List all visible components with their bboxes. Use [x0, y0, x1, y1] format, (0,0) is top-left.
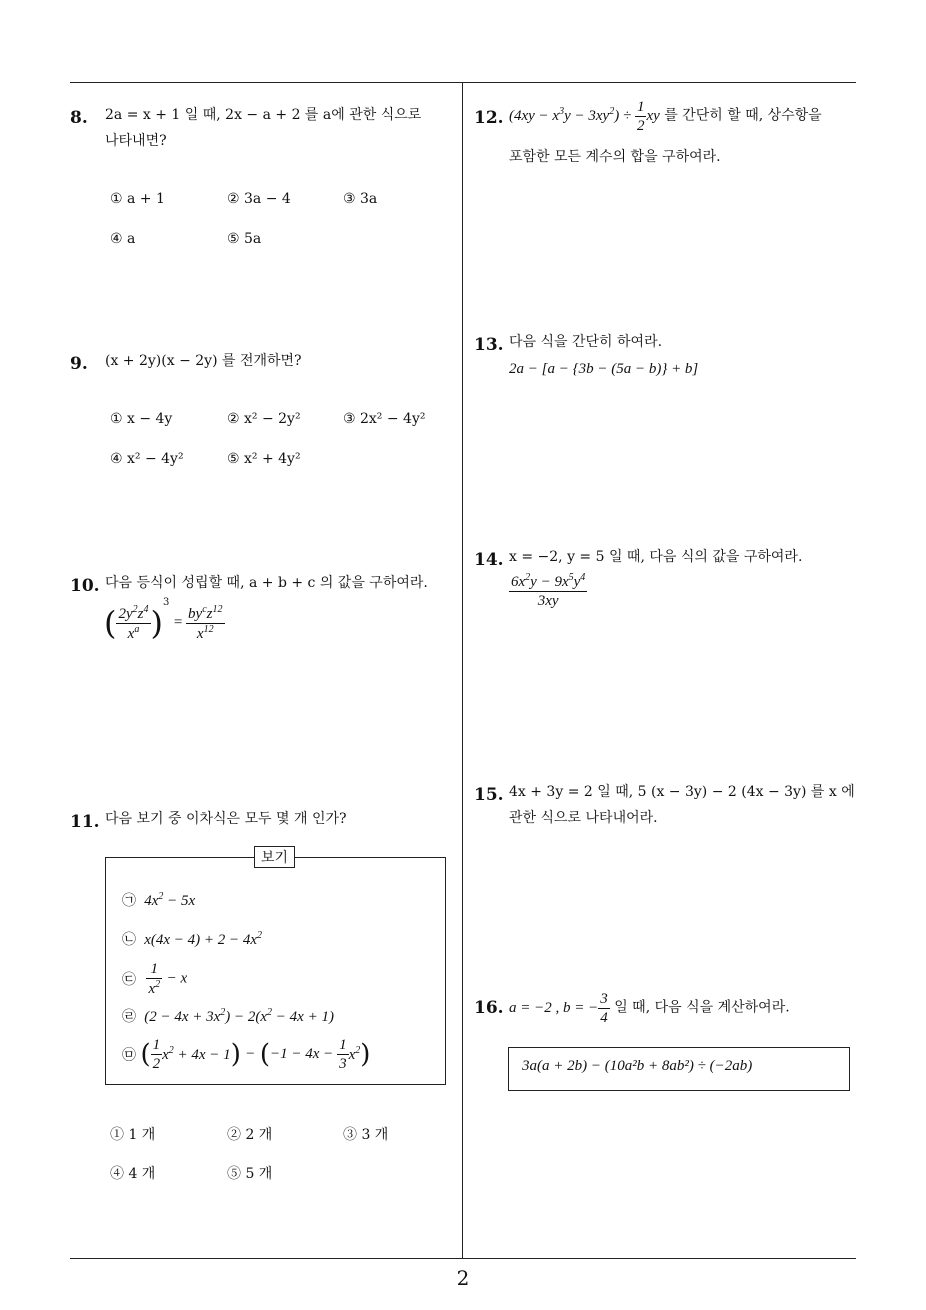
question-number: 13.: [474, 335, 504, 355]
equation: ( $\frac{2y^2z^4}{x^a}$ )$^3$ = $\frac{by^cz^{12}}{x^{12}}$: [104, 597, 223, 642]
choice-2[interactable]: ② 3a − 4: [227, 191, 291, 207]
question-number: 8.: [70, 108, 88, 128]
question-number: 11.: [70, 812, 100, 832]
choice-1[interactable]: ① a + 1: [110, 191, 165, 207]
example-item-4: ㉣ $(2 - 4x + 3x^2) - 2(x^2 - 4x + 1)$: [122, 1007, 334, 1025]
question-text: (x + 2y)(x − 2y) 를 전개하면?: [105, 353, 302, 369]
question-text: 2a = x + 1 일 때, 2x − a + 2 를 a에 관한 식으로: [105, 107, 422, 123]
bottom-rule: [70, 1258, 856, 1259]
q11-choice-1[interactable]: ① 1 개: [110, 1127, 156, 1143]
question-text: $(4xy - x^3y - 3xy^2)$ ÷ $\frac{1}{2}$ xy 를 간단히 할 때, 상수항을: [509, 99, 822, 134]
question-text: 다음 식을 간단히 하여라.: [509, 334, 663, 350]
question-number: 15.: [474, 785, 504, 805]
question-number: 10.: [70, 576, 100, 596]
question-text: 4x + 3y = 2 일 때, 5 (x − 3y) − 2 (4x − 3y) 를 x 에: [509, 784, 855, 800]
example-item-2: ㉡ $x(4x - 4) + 2 - 4x^2$: [122, 930, 263, 948]
question-text-2: 관한 식으로 나타내어라.: [509, 810, 658, 826]
choice-5[interactable]: ⑤ 5a: [227, 231, 262, 247]
choice-1[interactable]: ① x − 4y: [110, 411, 173, 427]
column-divider: [462, 82, 463, 1259]
question-number: 9.: [70, 354, 88, 374]
question-text: 다음 보기 중 이차식은 모두 몇 개 인가?: [105, 811, 347, 827]
choice-3[interactable]: ③ 2x² − 4y²: [343, 411, 426, 427]
example-box-label: 보기: [254, 846, 295, 868]
example-item-5: ㉤ ( $\frac{1}{2}$ $x^2 + 4x - 1) - (-1 - 4x$ − $\frac{1}{3}$ $x^2$): [122, 1037, 371, 1072]
question-number: 12.: [474, 108, 504, 128]
top-rule: [70, 82, 856, 83]
question-text: a = −2 , b = − $\frac{3}{4}$ 일 때, 다음 식을 계산하여라.: [509, 991, 790, 1026]
q11-choice-4[interactable]: ④ 4 개: [110, 1166, 156, 1182]
question-text-2: 포함한 모든 계수의 합을 구하여라.: [509, 149, 721, 165]
q11-choice-2[interactable]: ② 2 개: [227, 1127, 273, 1143]
choice-2[interactable]: ② x² − 2y²: [227, 411, 301, 427]
question-number: 16.: [474, 998, 504, 1018]
q11-choice-3[interactable]: ③ 3 개: [343, 1127, 389, 1143]
example-item-3: ㉢ $\frac{1}{x^2}$ − x: [122, 961, 188, 997]
boxed-expression: 3a(a + 2b) − (10a²b + 8ab²) ÷ (−2ab): [522, 1058, 753, 1074]
choice-4[interactable]: ④ x² − 4y²: [110, 451, 184, 467]
question-number: 14.: [474, 550, 504, 570]
choice-4[interactable]: ④ a: [110, 231, 136, 247]
question-text: x = −2, y = 5 일 때, 다음 식의 값을 구하여라.: [509, 549, 803, 565]
question-text: 다음 등식이 성립할 때, a + b + c 의 값을 구하여라.: [105, 575, 428, 591]
choice-5[interactable]: ⑤ x² + 4y²: [227, 451, 301, 467]
question-text-2: 나타내면?: [105, 133, 167, 149]
expression: 2a − [a − {3b − (5a − b)} + b]: [509, 361, 699, 377]
q11-choice-5[interactable]: ⑤ 5 개: [227, 1166, 273, 1182]
example-item-1: ㉠ $4x^2 - 5x$: [122, 891, 196, 909]
choice-3[interactable]: ③ 3a: [343, 191, 378, 207]
expression: $\frac{6x^2y - 9x^5y^4}{3xy}$: [511, 572, 586, 609]
page-number: 2: [456, 1266, 470, 1290]
